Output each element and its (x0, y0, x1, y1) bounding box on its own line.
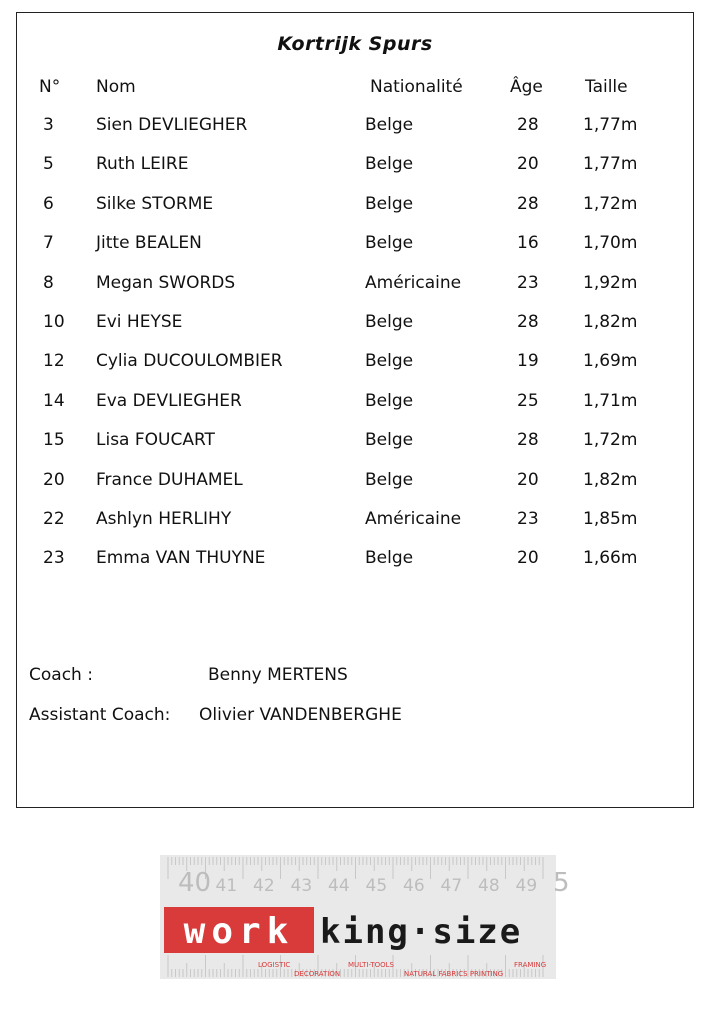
player-age: 16 (517, 233, 539, 254)
player-number: 15 (43, 430, 65, 451)
player-nationality: Belge (365, 115, 414, 135)
player-nationality: Belge (365, 548, 414, 569)
player-number: 6 (43, 193, 54, 214)
player-height: 1,82m (583, 312, 638, 332)
player-nationality: Belge (365, 312, 414, 332)
player-height: 1,70m (583, 233, 638, 254)
ruler-number: 41 (215, 876, 238, 896)
player-number: 8 (43, 272, 54, 293)
player-nationality: Belge (365, 390, 414, 411)
player-height: 1,77m (583, 154, 638, 175)
assistant-coach-label: Assistant Coach: (29, 705, 171, 725)
player-nationality: Belge (365, 351, 414, 372)
tagline-decoration: DECORATION (294, 970, 341, 978)
player-number: 22 (43, 509, 65, 529)
player-nationality: Belge (365, 193, 414, 214)
player-number: 14 (43, 390, 65, 411)
ruler-number: 40 (178, 868, 212, 898)
player-name: Sien DEVLIEGHER (96, 115, 248, 135)
player-height: 1,69m (583, 351, 638, 372)
player-nationality: Belge (365, 154, 414, 175)
player-number: 20 (43, 469, 65, 490)
ruler-number: 43 (290, 876, 313, 896)
player-nationality: Belge (365, 430, 414, 451)
player-height: 1,66m (583, 548, 638, 569)
player-name: Cylia DUCOULOMBIER (96, 351, 283, 372)
player-number: 5 (43, 154, 54, 175)
player-age: 20 (517, 548, 539, 569)
player-age: 28 (517, 312, 539, 332)
player-age: 20 (517, 469, 539, 490)
player-name: Megan SWORDS (96, 272, 236, 293)
player-name: Lisa FOUCART (96, 430, 215, 451)
ruler-number: 46 (403, 876, 425, 896)
header-height: Taille (585, 77, 628, 97)
player-nationality: Américaine (365, 272, 462, 293)
header-name: Nom (96, 77, 136, 97)
player-name: Evi HEYSE (96, 312, 183, 332)
player-age: 23 (517, 509, 539, 529)
player-height: 1,72m (583, 193, 638, 214)
player-age: 28 (517, 115, 539, 135)
player-name: Emma VAN THUYNE (96, 548, 266, 569)
roster-sheet (16, 12, 694, 808)
ruler-number: 42 (253, 876, 275, 896)
tagline-framing: FRAMING (514, 961, 547, 969)
player-number: 7 (43, 233, 54, 254)
player-name: Ashlyn HERLIHY (96, 509, 232, 529)
player-number: 3 (43, 115, 54, 135)
brand-right-text: king·size (320, 912, 523, 952)
player-age: 28 (517, 193, 539, 214)
player-name: Ruth LEIRE (96, 154, 189, 175)
header-number: N° (39, 77, 61, 97)
ruler-number: 45 (365, 876, 388, 896)
player-name: France DUHAMEL (96, 469, 243, 490)
player-number: 23 (43, 548, 65, 569)
tagline-multi-tools: MULTI-TOOLS (348, 961, 394, 969)
ruler-number: 48 (478, 876, 500, 896)
ruler-number: 49 (515, 876, 538, 896)
player-height: 1,85m (583, 509, 638, 529)
player-number: 12 (43, 351, 65, 372)
player-number: 10 (43, 312, 65, 332)
team-title: Kortrijk Spurs (277, 33, 433, 55)
ruler-number: 44 (328, 876, 350, 896)
player-height: 1,72m (583, 430, 638, 451)
player-age: 25 (517, 390, 539, 411)
player-height: 1,92m (583, 272, 638, 293)
working-size-logo (160, 855, 570, 979)
player-age: 19 (517, 351, 539, 372)
assistant-coach-name: Olivier VANDENBERGHE (199, 705, 402, 725)
player-age: 28 (517, 430, 539, 451)
player-height: 1,71m (583, 390, 638, 411)
brand-left-text: work (183, 911, 295, 952)
coach-label: Coach : (29, 665, 93, 685)
coach-name: Benny MERTENS (208, 665, 348, 685)
player-nationality: Belge (365, 469, 414, 490)
player-height: 1,82m (583, 469, 638, 490)
ruler-number: 47 (440, 876, 463, 896)
player-name: Silke STORME (96, 193, 214, 214)
header-age: Âge (510, 77, 543, 97)
player-age: 20 (517, 154, 539, 175)
player-age: 23 (517, 272, 539, 293)
ruler-number: 5 (553, 868, 570, 898)
player-nationality: Américaine (365, 509, 462, 529)
player-name: Jitte BEALEN (96, 233, 202, 254)
tagline-natural-fabrics-printing: NATURAL FABRICS PRINTING (404, 970, 504, 978)
player-height: 1,77m (583, 115, 638, 135)
header-nationality: Nationalité (370, 77, 463, 97)
tagline-logistic: LOGISTIC (258, 961, 291, 969)
player-name: Eva DEVLIEGHER (96, 390, 242, 411)
player-nationality: Belge (365, 233, 414, 254)
